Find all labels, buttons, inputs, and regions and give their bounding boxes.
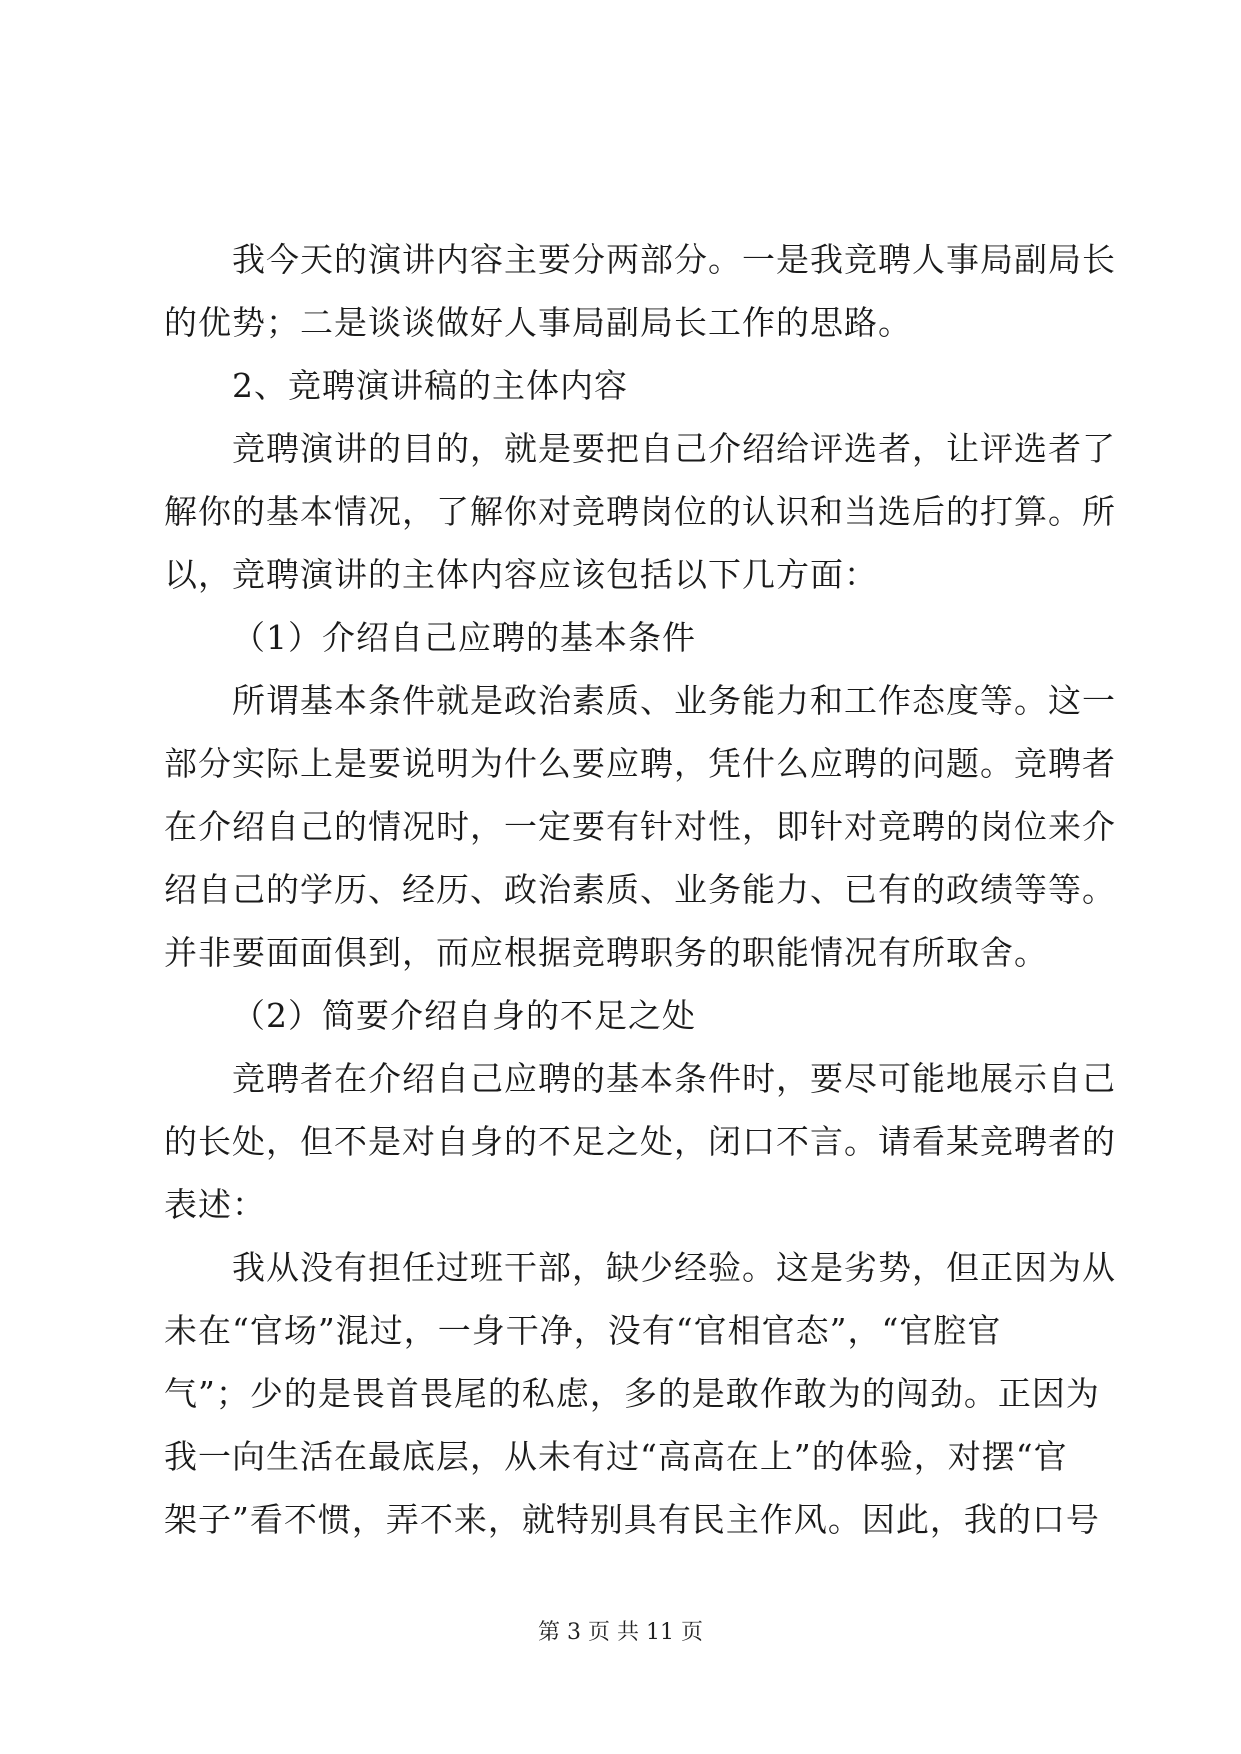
document-body (164, 228, 1116, 1551)
text-line: 竞聘者在介绍自己应聘的基本条件时，要尽可能地展示自己 (232, 1059, 1116, 1098)
text-line: 在介绍自己的情况时，一定要有针对性，即针对竞聘的岗位来介 (164, 807, 1116, 846)
text-line: （1）介绍自己应聘的基本条件 (232, 618, 696, 657)
text-line: 的优势；二是谈谈做好人事局副局长工作的思路。 (164, 303, 912, 342)
text-line: 的长处，但不是对自身的不足之处，闭口不言。请看某竞聘者的 (164, 1122, 1116, 1161)
text-line: 部分实际上是要说明为什么要应聘，凭什么应聘的问题。竞聘者 (164, 744, 1116, 783)
text-line: 表述： (164, 1185, 266, 1224)
text-line: 竞聘演讲的目的，就是要把自己介绍给评选者，让评选者了 (232, 429, 1116, 468)
text-line: 以，竞聘演讲的主体内容应该包括以下几方面： (164, 555, 878, 594)
text-line: 2、竞聘演讲稿的主体内容 (232, 366, 628, 405)
text-line: 未在“官场”混过，一身干净，没有“官相官态”，“官腔官 (164, 1311, 1002, 1350)
text-line: 我今天的演讲内容主要分两部分。一是我竞聘人事局副局长 (232, 240, 1116, 279)
text-line: 绍自己的学历、经历、政治素质、业务能力、已有的政绩等等。 (164, 870, 1116, 909)
text-line: 我一向生活在最底层，从未有过“高高在上”的体验，对摆“官 (164, 1437, 1068, 1476)
text-line: （2）简要介绍自身的不足之处 (232, 996, 696, 1035)
text-line: 架子”看不惯，弄不来，就特别具有民主作风。因此，我的口号 (164, 1500, 1100, 1539)
text-line: 所谓基本条件就是政治素质、业务能力和工作态度等。这一 (232, 681, 1116, 720)
text-line: 解你的基本情况，了解你对竞聘岗位的认识和当选后的打算。所 (164, 492, 1116, 531)
page-footer: 第 3 页 共 11 页 (538, 1620, 703, 1645)
text-line: 气”；少的是畏首畏尾的私虑，多的是敢作敢为的闯劲。正因为 (164, 1374, 1100, 1413)
text-line: 我从没有担任过班干部，缺少经验。这是劣势，但正因为从 (232, 1248, 1116, 1287)
text-line: 并非要面面俱到，而应根据竞聘职务的职能情况有所取舍。 (164, 933, 1048, 972)
